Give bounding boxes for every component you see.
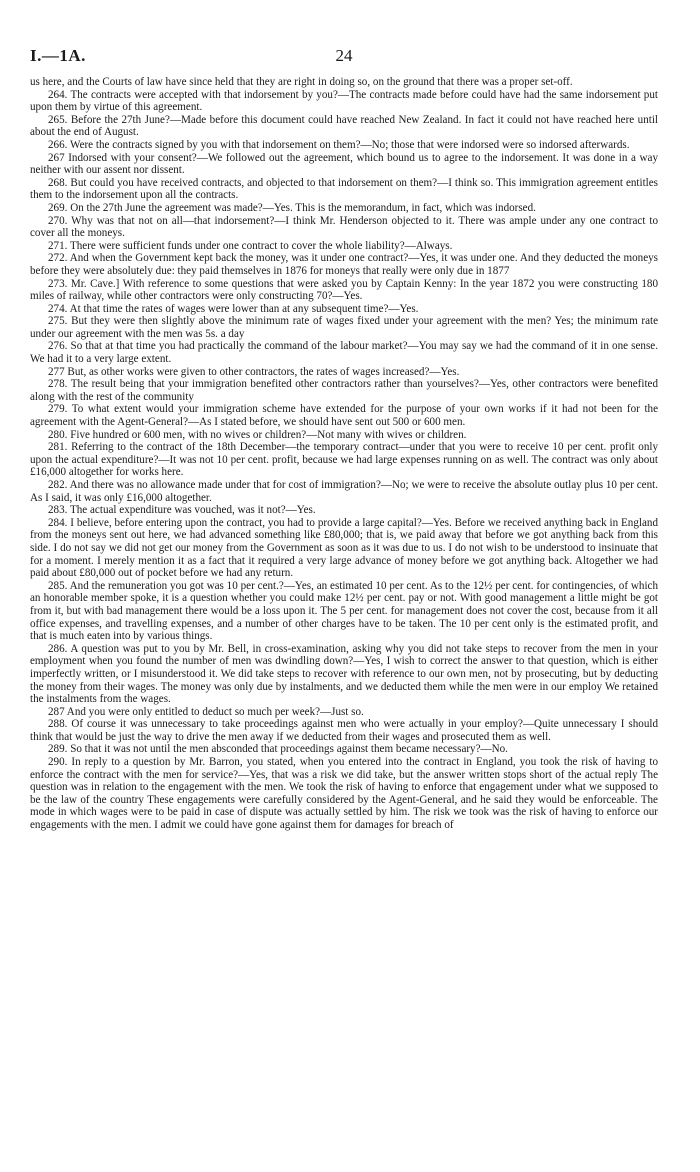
document-body — [30, 76, 658, 832]
paragraph: 289. So that it was not until the men absconded that proceedings against them became necessary?—No. — [48, 743, 508, 756]
paragraph: 273. Mr. Cave.] With reference to some questions that were asked you by Captain Kenny: In the year 1872 you were constructing 180 miles of railway, while other contractors were only constructing 70?—Yes. — [30, 277, 658, 303]
paragraph: 284. I believe, before entering upon the contract, you had to provide a large capital?—Yes. Before we received anything back in England from the moneys sent out here, we had advanced something like £80,000; that is, we paid away that before we got anything back from this side. I do not say we did not get our money from the Government as soon as it was due to us. I do not wish to be understood to insinuate that for a moment. I merely mention it as a fact that it required a very large advance of money before we got anything back. Altogether we had paid about £80,000 out of pocket before we had any return. — [30, 516, 658, 580]
paragraph: 279. To what extent would your immigration scheme have extended for the purpose of your own works if it had not been for the agreement with the Agent-General?—As I stated before, we should have sent out 500 or 600 men. — [30, 403, 658, 429]
paragraph: 266. Were the contracts signed by you with that indorsement on them?—No; those that were indorsed were so indorsed afterwards. — [48, 138, 630, 151]
paragraph: 274. At that time the rates of wages were lower than at any subsequent time?—Yes. — [48, 302, 419, 315]
paragraph: 272. And when the Government kept back the money, was it under one contract?—Yes, it was under one. And they deducted the moneys before they were absolutely due: they paid themselves in 1876 for moneys that really were only due in 1877 — [30, 252, 658, 277]
paragraph: 278. The result being that your immigration benefited other contractors rather than yourselves?—Yes, other contractors were benefited along with the rest of the community — [30, 378, 658, 403]
paragraph: 275. But they were then slightly above the minimum rate of wages fixed under your agreement with the men? Yes; the minimum rate under our agreement with the men was 5s. a day — [30, 315, 658, 340]
paragraph: 268. But could you have received contracts, and objected to that indorsement on them?—I think so. This immigration agreement entitles them to the indorsement upon all the contracts. — [30, 176, 658, 202]
page-header — [30, 46, 658, 76]
paragraph: 281. Referring to the contract of the 18th December—the temporary contract—under that you were to receive 10 per cent. profit only upon the actual expenditure?—It was not 10 per cent. profit, because we had large expenses running on as well. The contract was only about £16,000 altogether for works here. — [30, 441, 658, 479]
page-number: 24 — [335, 46, 353, 65]
paragraph: 267 Indorsed with your consent?—We followed out the agreement, which bound us to agree to the indorsement. It was done in a way neither with our assent nor dissent. — [30, 151, 658, 177]
paragraph: 283. The actual expenditure was vouched, was it not?—Yes. — [48, 504, 316, 517]
paragraph: us here, and the Courts of law have since held that they are right in doing so, on the ground that there was a proper set-off. — [30, 76, 573, 88]
paragraph: 265. Before the 27th June?—Made before this document could have reached New Zealand. In fact it could not have reached here until about the end of August. — [30, 113, 658, 139]
paragraph: 277 But, as other works were given to other contractors, the rates of wages increased?—Yes. — [48, 365, 460, 378]
paragraph: 286. A question was put to you by Mr. Bell, in cross-examination, asking why you did not take steps to recover from the men in your employment when you found the number of men was dwindling down?—Yes, I wish to correct the answer to that question, which is either imperfectly written, or I misunderstood it. We did take steps to recover with reference to our own men, not by prosecuting, but by deducting the money from their wages. The money was only due by instalments, and we deducted them while the men were in our employ We retained the instalments from the wages. — [30, 642, 658, 706]
paragraph: 285. And the remuneration you got was 10 per cent.?—Yes, an estimated 10 per cent. As to the 12½ per cent. for contingencies, of which an honorable member spoke, it is a question whether you could make 12½ per cent. pay or not. With good management a little might be got from it, but with bad management there would be a loss upon it. The 5 per cent. for management does not cover the cost, because from it all office expenses, and travelling expenses, and a number of other charges have to be taken. The 10 per cent only is the estimated profit, and that is much eaten into by various things. — [30, 579, 658, 643]
paragraph: 287 And you were only entitled to deduct so much per week?—Just so. — [48, 705, 364, 718]
paragraph: 282. And there was no allowance made under that for cost of immigration?—No; we were to receive the absolute outlay plus 10 per cent. As I said, it was only £16,000 altogether. — [30, 479, 658, 504]
paragraph: 270. Why was that not on all—that indorsement?—I think Mr. Henderson objected to it. There was ample under any one contract to cover all the moneys. — [30, 214, 658, 240]
document-reference: I.—1A. — [30, 46, 86, 65]
paragraph: 280. Five hundred or 600 men, with no wives or children?—Not many with wives or children. — [48, 428, 467, 441]
paragraph: 271. There were sufficient funds under one contract to cover the whole liability?—Always. — [48, 239, 453, 252]
paragraph: 290. In reply to a question by Mr. Barron, you stated, when you entered into the contract in England, you took the risk of having to enforce the contract with the men for service?—Yes, that was a risk we did take, but the answer written stops short of the actual reply The question was in relation to the engagement with the men. We took the risk of having to enforce that engagement under what we supposed to be the law of the country These engagements were carefully considered by the Agent-General, and he said they would be enforceable. The mode in which wages were to be paid in case of dispute was actually settled by him. The risk we took was the risk of having to enforce our engagements with the men. I admit we could have gone against them for damages for breach of — [30, 756, 658, 832]
paragraph: 276. So that at that time you had practically the command of the labour market?—You may say we had the command of it in one sense. We had it to a very large extent. — [30, 340, 658, 366]
paragraph: 269. On the 27th June the agreement was made?—Yes. This is the memorandum, in fact, which was indorsed. — [48, 201, 536, 214]
paragraph: 288. Of course it was unnecessary to take proceedings against men who were actually in your employ?—Quite unnecessary I should think that would be just the way to drive the men away if we deducted from their wages and prosecuted them as well. — [30, 718, 658, 743]
paragraph: 264. The contracts were accepted with that indorsement by you?—The contracts made before could have had the same indorsement put upon them by virtue of this agreement. — [30, 88, 658, 114]
